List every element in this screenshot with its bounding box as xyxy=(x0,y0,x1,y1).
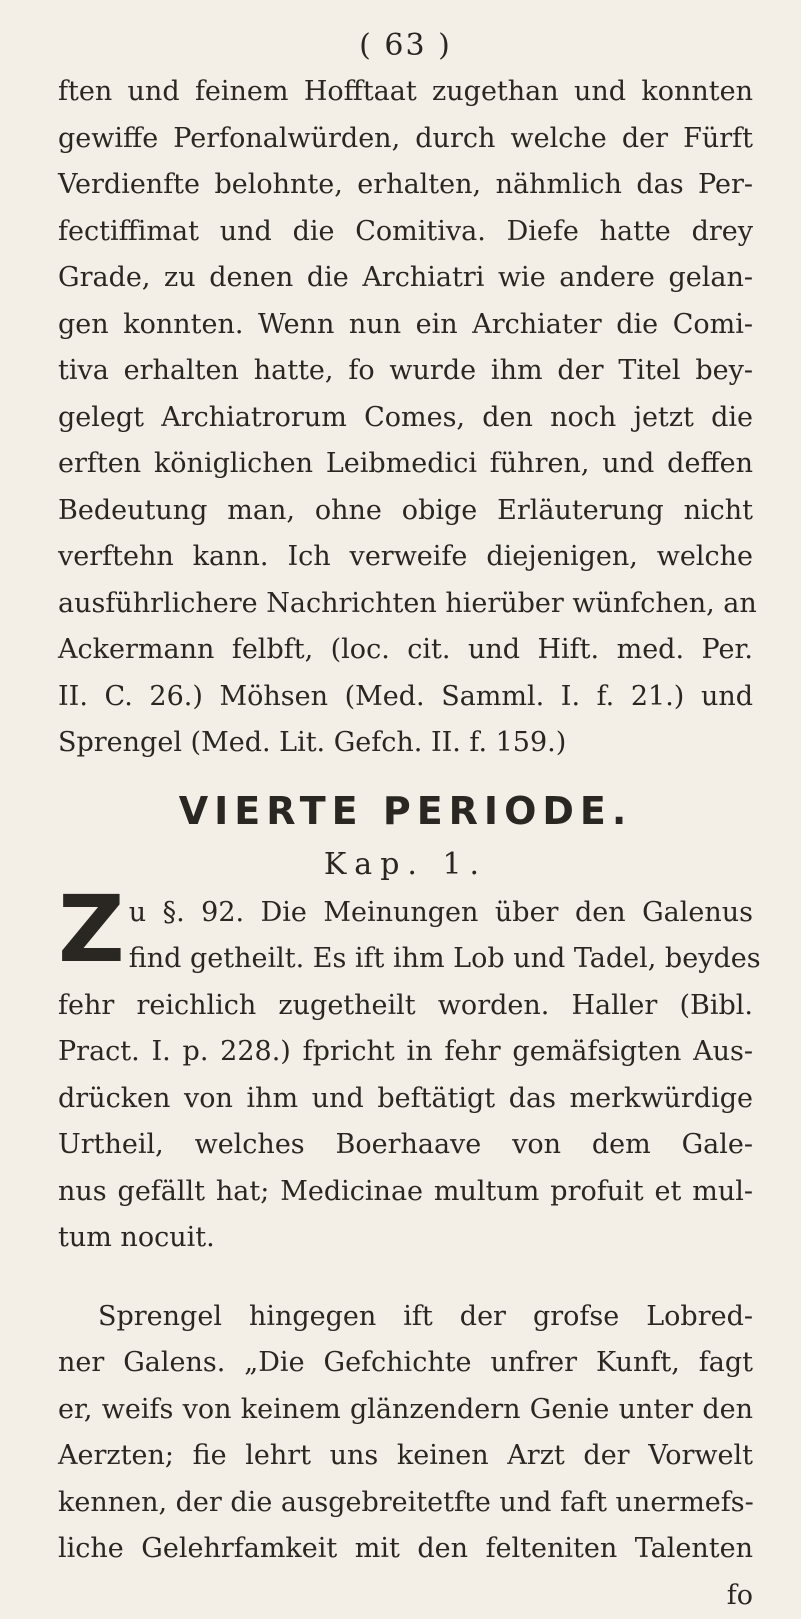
text-line: gelegt Archiatrorum Comes, den noch jetzt die xyxy=(58,395,753,442)
text-line: liche Gelehrfamkeit mit den felteniten Talenten xyxy=(58,1526,753,1573)
text-line: gen konnten. Wenn nun ein Archiater die Comi- xyxy=(58,302,753,349)
text-line: erften königlichen Leibmedici führen, und deffen xyxy=(58,441,753,488)
page-number: ( 63 ) xyxy=(58,28,753,63)
text-line: verftehn kann. Ich verweife diejenigen, welche xyxy=(58,534,753,581)
paragraph-3 xyxy=(58,1294,753,1619)
text-line: kennen, der die ausgebreitetfte und faft unermefs- xyxy=(58,1480,753,1527)
text-line: Ackermann felbft, (loc. cit. und Hift. med. Per. xyxy=(58,627,753,674)
text-line: Sprengel hingegen ift der grofse Lobred- xyxy=(58,1294,753,1341)
paragraph-1 xyxy=(58,69,753,767)
text-line: Pract. I. p. 228.) fpricht in fehr gemäfsigten Aus- xyxy=(58,1029,753,1076)
text-line: drücken von ihm und beftätigt das merkwürdige xyxy=(58,1076,753,1123)
text-line: fectiffimat und die Comitiva. Diefe hatte drey xyxy=(58,209,753,256)
text-line: find getheilt. Es ift ihm Lob und Tadel, beydes xyxy=(58,936,753,983)
text-line: Grade, zu denen die Archiatri wie andere gelan- xyxy=(58,255,753,302)
text-line: ften und feinem Hofftaat zugethan und konnten xyxy=(58,69,753,116)
paragraph-2 xyxy=(58,890,753,1262)
text-line: Verdienfte belohnte, erhalten, nähmlich das Per- xyxy=(58,162,753,209)
text-line: Urtheil, welches Boerhaave von dem Gale- xyxy=(58,1122,753,1169)
text-line: Aerzten; fie lehrt uns keinen Arzt der Vorwelt xyxy=(58,1433,753,1480)
text-line: II. C. 26.) Möhsen (Med. Samml. I. f. 21.) und xyxy=(58,674,753,721)
text-line: fehr reichlich zugetheilt worden. Haller (Bibl. xyxy=(58,983,753,1030)
catchword: fo xyxy=(58,1573,753,1619)
period-heading: VIERTE PERIODE. xyxy=(58,789,753,833)
chapter-heading: Kap. 1. xyxy=(58,847,753,882)
text-line: ausführlichere Nachrichten hierüber wünfchen, an xyxy=(58,581,753,628)
text-line: Sprengel (Med. Lit. Gefch. II. f. 159.) xyxy=(58,720,753,767)
text-line: er, weifs von keinem glänzendern Genie unter den xyxy=(58,1387,753,1434)
drop-cap: Z xyxy=(58,890,125,970)
text-line: u §. 92. Die Meinungen über den Galenus xyxy=(58,890,753,937)
text-line: nus gefällt hat; Medicinae multum profuit et mul- xyxy=(58,1169,753,1216)
text-line: ner Galens. „Die Gefchichte unfrer Kunft, fagt xyxy=(58,1340,753,1387)
text-line: Bedeutung man, ohne obige Erläuterung nicht xyxy=(58,488,753,535)
text-line: gewiffe Perfonalwürden, durch welche der Fürft xyxy=(58,116,753,163)
text-line: tum nocuit. xyxy=(58,1215,753,1262)
text-line: tiva erhalten hatte, fo wurde ihm der Titel bey- xyxy=(58,348,753,395)
